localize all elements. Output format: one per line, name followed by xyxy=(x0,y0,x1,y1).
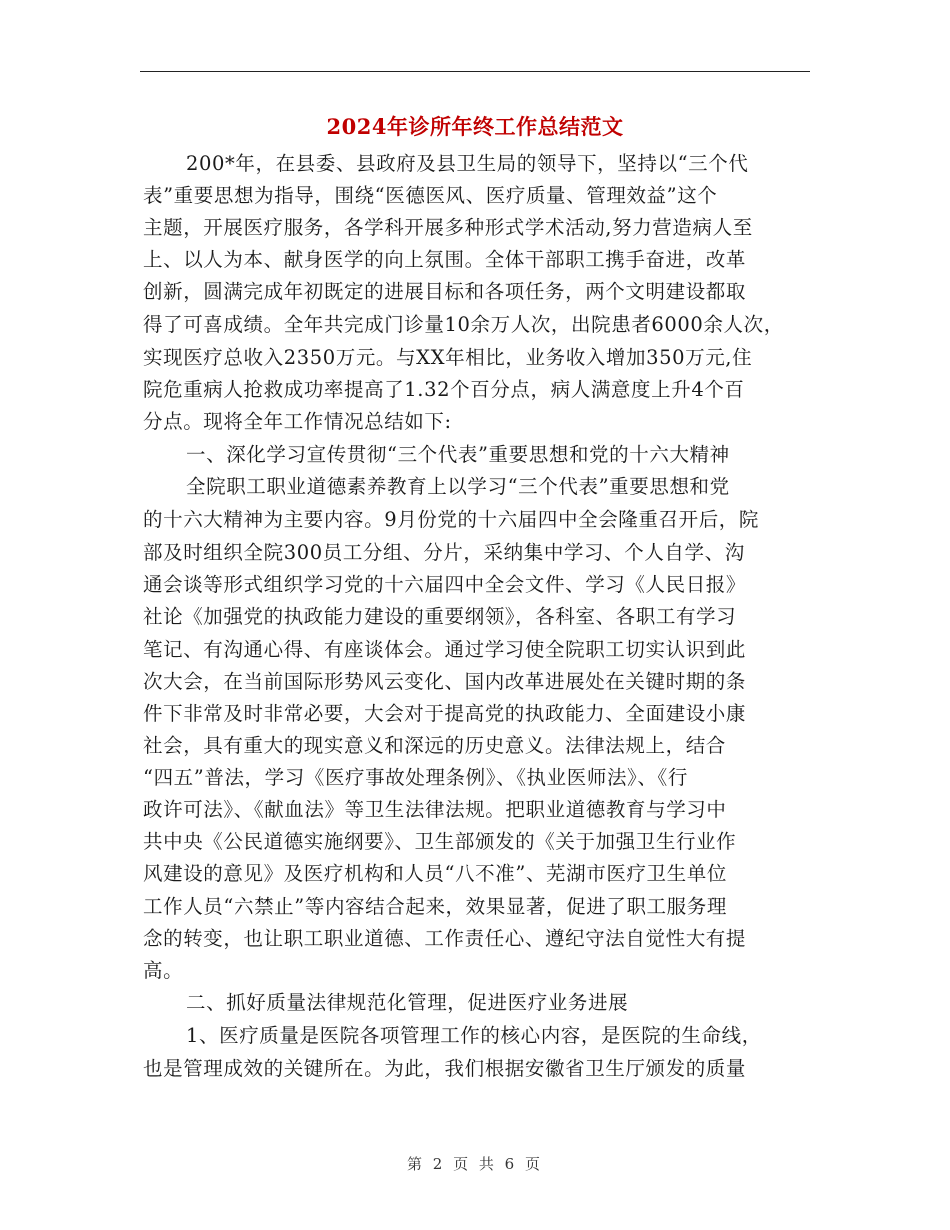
paragraph-line: 部及时组织全院300员工分组、分片，采纳集中学习、个人自学、沟 xyxy=(143,541,745,564)
paragraph-line: 社会，具有重大的现实意义和深远的历史意义。法律法规上，结合 xyxy=(143,734,726,757)
paragraph-line: 的十六大精神为主要内容。9月份党的十六届四中全会隆重召开后，院 xyxy=(143,508,760,531)
paragraph-line: 工作人员“六禁止”等内容结合起来，效果显著，促进了职工服务理 xyxy=(143,895,727,918)
paragraph-line: 得了可喜成绩。全年共完成门诊量10余万人次，出院患者6000余人次， xyxy=(143,313,784,336)
header-rule xyxy=(140,71,810,72)
paragraph-line: 次大会，在当前国际形势风云变化、国内改革进展处在关键时期的条 xyxy=(143,670,747,693)
paragraph-line: 实现医疗总收入2350万元。与XX年相比，业务收入增加350万元,住 xyxy=(143,346,753,369)
paragraph-line: 200*年，在县委、县政府及县卫生局的领导下，坚持以“三个代 xyxy=(186,152,749,175)
paragraph-line: “四五”普法，学习《医疗事故处理条例》、《执业医师法》、《行 xyxy=(143,766,688,789)
paragraph-line: 风建设的意见》及医疗机构和人员“八不准”、芜湖市医疗卫生单位 xyxy=(143,862,727,885)
paragraph-line: 也是管理成效的关键所在。为此，我们根据安徽省卫生厅颁发的质量 xyxy=(143,1057,747,1080)
document-title: 2024年诊所年终工作总结范文 xyxy=(326,114,624,139)
paragraph-line: 社论《加强党的执政能力建设的重要纲领》，各科室、各职工有学习 xyxy=(143,605,737,628)
paragraph-line: 院危重病人抢救成功率提高了1.32个百分点，病人满意度上升4个百 xyxy=(143,378,745,401)
section-heading: 一、深化学习宣传贯彻“三个代表”重要思想和党的十六大精神 xyxy=(186,443,730,466)
paragraph-line: 1、医疗质量是医院各项管理工作的核心内容，是医院的生命线， xyxy=(186,1024,762,1047)
paragraph-line: 全院职工职业道德素养教育上以学习“三个代表”重要思想和党 xyxy=(186,475,730,498)
paragraph-line: 笔记、有沟通心得、有座谈体会。通过学习使全院职工切实认识到此 xyxy=(143,638,747,661)
paragraph-line: 通会谈等形式组织学习党的十六届四中全会文件、学习《人民日报》 xyxy=(143,573,747,596)
paragraph-line: 表”重要思想为指导，围绕“医德医风、医疗质量、管理效益”这个 xyxy=(143,184,718,207)
section-heading: 二、抓好质量法律规范化管理，促进医疗业务进展 xyxy=(186,991,629,1014)
paragraph-line: 件下非常及时非常必要，大会对于提高党的执政能力、全面建设小康 xyxy=(143,702,747,725)
paragraph-line: 创新，圆满完成年初既定的进展目标和各项任务，两个文明建设都取 xyxy=(143,280,747,303)
paragraph-line: 主题，开展医疗服务，各学科开展多种形式学术活动,努力营造病人至 xyxy=(143,216,753,239)
paragraph-line: 上、以人为本、献身医学的向上氛围。全体干部职工携手奋进，改革 xyxy=(143,248,747,271)
page-number: 第 2 页 共 6 页 xyxy=(407,1155,543,1173)
paragraph-line: 分点。现将全年工作情况总结如下: xyxy=(143,410,452,433)
paragraph-line: 念的转变，也让职工职业道德、工作责任心、遵纪守法自觉性大有提 xyxy=(143,927,747,950)
paragraph-line: 政许可法》、《献血法》等卫生法律法规。把职业道德教育与学习中 xyxy=(143,798,727,821)
paragraph-line: 高。 xyxy=(143,959,184,982)
paragraph-line: 共中央《公民道德实施纲要》、卫生部颁发的《关于加强卫生行业作 xyxy=(143,830,737,853)
